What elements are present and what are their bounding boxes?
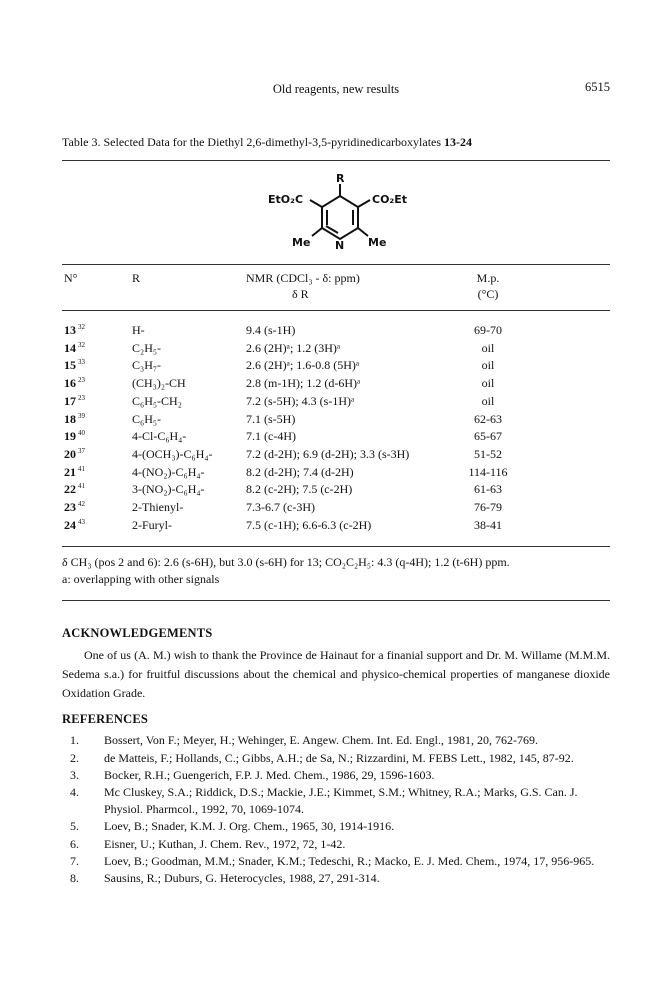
structure-r-label: R xyxy=(336,172,345,185)
melting-point: oil xyxy=(481,340,495,355)
table-row xyxy=(62,394,610,411)
table-caption-compounds: 13-24 xyxy=(444,135,473,149)
melting-point: oil xyxy=(481,358,495,373)
page-number: 6515 xyxy=(585,80,610,94)
compound-citation: 43 xyxy=(78,517,85,526)
nmr-shifts: 7.3-6.7 (c-3H) xyxy=(246,500,315,514)
substituent-r: C₂H₅- xyxy=(132,340,162,355)
structure-right-ester-label: CO₂Et xyxy=(372,193,408,206)
header-mp-unit: (°C) xyxy=(477,287,499,301)
table-row xyxy=(62,500,610,517)
melting-point: oil xyxy=(481,376,495,391)
melting-point: 114-116 xyxy=(468,464,508,479)
substituent-r: 4-(NO₂)-C₆H₄- xyxy=(132,464,205,479)
table-row xyxy=(62,482,610,499)
substituent-r: C₆H₅- xyxy=(132,411,162,426)
substituent-r: 2-Furyl- xyxy=(132,517,172,532)
nmr-shifts: 2.6 (2H)ᵃ; 1.6-0.8 (5H)ᵃ xyxy=(246,358,360,373)
nmr-shifts: 7.2 (s-5H); 4.3 (s-1H)ᵃ xyxy=(246,393,355,408)
compound-citation: 41 xyxy=(78,464,85,473)
table-note-methyl: δ CH₃ (pos 2 and 6): 2.6 (s-6H), but 3.0 (s-6H) for 13; CO₂C₂H₅: 4.3 (q-4H); 1.2 (t-6H) ppm. xyxy=(62,555,510,569)
compound-citation: 42 xyxy=(78,500,85,508)
substituent-r: 4-Cl-C₆H₄- xyxy=(132,429,187,444)
melting-point: 76-79 xyxy=(474,500,502,514)
compound-citation: 40 xyxy=(78,429,85,438)
reference-number: 8. xyxy=(70,871,79,885)
melting-point: oil xyxy=(481,393,495,408)
table-row xyxy=(62,412,610,429)
compound-number: 22 $^{41}$ xyxy=(64,482,85,497)
reference-number: 4. xyxy=(70,785,79,799)
running-title: Old reagents, new results xyxy=(272,82,400,96)
table-header-top-rule xyxy=(62,264,610,265)
acknowledgements-heading: ACKNOWLEDGEMENTS xyxy=(62,626,213,640)
references-heading: REFERENCES xyxy=(62,712,149,726)
header-nmr-sub: δ R xyxy=(292,287,309,301)
table-header-bottom-rule xyxy=(62,310,610,311)
compound-number: 15 $^{33}$ xyxy=(64,358,85,373)
table-row xyxy=(62,518,610,535)
reference-text: Loev, B.; Goodman, M.M.; Snader, K.M.; Tedeschi, R.; Macko, E. J. Med. Chem., 1974, 17, 956-965. xyxy=(104,854,595,868)
reference-number: 7. xyxy=(70,854,79,868)
reference-number: 5. xyxy=(70,819,79,833)
melting-point: 61-63 xyxy=(474,482,502,497)
reference-number: 1. xyxy=(70,733,79,747)
table-note-overlap: a: overlapping with other signals xyxy=(62,572,220,586)
compound-number: 23 $^{42}$ xyxy=(64,500,85,514)
nmr-shifts: 2.6 (2H)ᵃ; 1.2 (3H)ᵃ xyxy=(246,340,341,355)
reference-text: Sausins, R.; Duburs, G. Heterocycles, 1988, 27, 291-314. xyxy=(104,871,380,885)
reference-text: Mc Cluskey, S.A.; Riddick, D.S.; Mackie, J.E.; Kimmet, S.M.; Whitney, R.A.; Marks, G.S. Can. J. Physiol. Pharmcol., 1992, 70, 1069-1074. xyxy=(104,785,578,816)
reference-number: 3. xyxy=(70,768,79,782)
table-row xyxy=(62,429,610,446)
header-number: N° xyxy=(64,271,78,285)
nmr-shifts: 7.1 (c-4H) xyxy=(246,429,296,444)
nmr-shifts: 2.8 (m-1H); 1.2 (d-6H)ᵃ xyxy=(246,376,361,391)
compound-number: 14 $^{32}$ xyxy=(64,340,85,355)
table-header-row xyxy=(62,271,610,288)
structure-right-methyl-label: Me xyxy=(368,236,387,249)
compound-citation: 37 xyxy=(78,446,85,455)
table-row xyxy=(62,358,610,375)
compound-citation: 32 xyxy=(78,323,85,331)
header-r: R xyxy=(132,271,141,285)
structure-left-methyl-label: Me xyxy=(292,236,311,249)
nmr-shifts: 7.1 (s-5H) xyxy=(246,411,296,426)
table-row xyxy=(62,465,610,482)
melting-point: 62-63 xyxy=(474,411,502,426)
compound-citation: 32 xyxy=(78,340,85,349)
reference-text: de Matteis, F.; Hollands, C.; Gibbs, A.H.; de Sa, N.; Rizzardini, M. FEBS Lett., 1982, 145, 87-92. xyxy=(104,751,574,765)
nmr-shifts: 9.4 (s-1H) xyxy=(246,323,296,337)
compound-citation: 41 xyxy=(78,482,85,491)
compound-number: 19 $^{40}$ xyxy=(64,429,85,444)
table-top-rule xyxy=(62,160,610,161)
compound-number: 20 $^{37}$ xyxy=(64,446,85,461)
substituent-r: (CH₃)₂-CH xyxy=(132,376,186,391)
nmr-shifts: 7.5 (c-1H); 6.6-6.3 (c-2H) xyxy=(246,517,372,532)
substituent-r: C₆H₅-CH₂ xyxy=(132,393,182,408)
table-bottom-rule xyxy=(62,546,610,547)
compound-citation: 39 xyxy=(78,411,85,420)
table-row xyxy=(62,341,610,358)
reference-text: Loev, B.; Snader, K.M. J. Org. Chem., 1965, 30, 1914-1916. xyxy=(104,819,395,833)
substituent-r: H- xyxy=(132,323,145,337)
melting-point: 51-52 xyxy=(474,446,502,461)
header-nmr: NMR (CDCl₃ - δ: ppm) xyxy=(246,271,360,285)
substituent-r: 3-(NO₂)-C₆H₄- xyxy=(132,482,205,497)
table-end-rule xyxy=(62,600,610,601)
reference-text: Bocker, R.H.; Guengerich, F.P. J. Med. Chem., 1986, 29, 1596-1603. xyxy=(104,768,435,782)
reference-text: Eisner, U.; Kuthan, J. Chem. Rev., 1972, 72, 1-42. xyxy=(104,837,346,851)
nmr-shifts: 7.2 (d-2H); 6.9 (d-2H); 3.3 (s-3H) xyxy=(246,446,410,461)
table-header-subrow xyxy=(62,287,610,304)
structure-nitrogen-label: N xyxy=(335,239,345,252)
reference-number: 6. xyxy=(70,837,79,851)
compound-citation: 23 xyxy=(78,393,85,402)
compound-citation: 33 xyxy=(78,358,85,367)
substituent-r: C₃H₇- xyxy=(132,358,162,373)
compound-number: 18 $^{39}$ xyxy=(64,411,85,426)
table-row xyxy=(62,376,610,393)
compound-citation: 23 xyxy=(78,376,85,385)
reference-text: Bossert, Von F.; Meyer, H.; Wehinger, E. Angew. Chem. Int. Ed. Engl., 1981, 20, 762-769. xyxy=(104,733,538,747)
reference-number: 2. xyxy=(70,751,79,765)
substituent-r: 4-(OCH₃)-C₆H₄- xyxy=(132,446,213,461)
compound-number: 17 $^{23}$ xyxy=(64,393,85,408)
substituent-r: 2-Thienyl- xyxy=(132,500,184,514)
table-caption-text: Table 3. Selected Data for the Diethyl 2,6-dimethyl-3,5-pyridinedicarboxylates xyxy=(62,135,442,149)
compound-number: 21 $^{41}$ xyxy=(64,464,85,479)
melting-point: 38-41 xyxy=(474,517,502,532)
melting-point: 69-70 xyxy=(474,323,502,337)
compound-number: 13 $^{32}$ xyxy=(64,323,85,337)
table-row xyxy=(62,323,610,340)
pyridine-structure-diagram xyxy=(240,170,440,258)
structure-left-ester-label: EtO₂C xyxy=(268,193,304,206)
compound-number: 16 $^{23}$ xyxy=(64,376,85,391)
compound-number: 24 $^{43}$ xyxy=(64,517,85,532)
header-mp: M.p. xyxy=(476,271,500,285)
nmr-shifts: 8.2 (d-2H); 7.4 (d-2H) xyxy=(246,464,354,479)
melting-point: 65-67 xyxy=(474,429,502,444)
table-caption xyxy=(62,135,472,150)
nmr-shifts: 8.2 (c-2H); 7.5 (c-2H) xyxy=(246,482,353,497)
acknowledgements-text: One of us (A. M.) wish to thank the Province de Hainaut for a finanial support and Dr. M. Willame (M.M.M. Sedema s.a.) for fruitful discussions about the chemical and physico-chemical properties of manganese dioxide Oxidation Grade. xyxy=(62,648,610,700)
table-row xyxy=(62,447,610,464)
